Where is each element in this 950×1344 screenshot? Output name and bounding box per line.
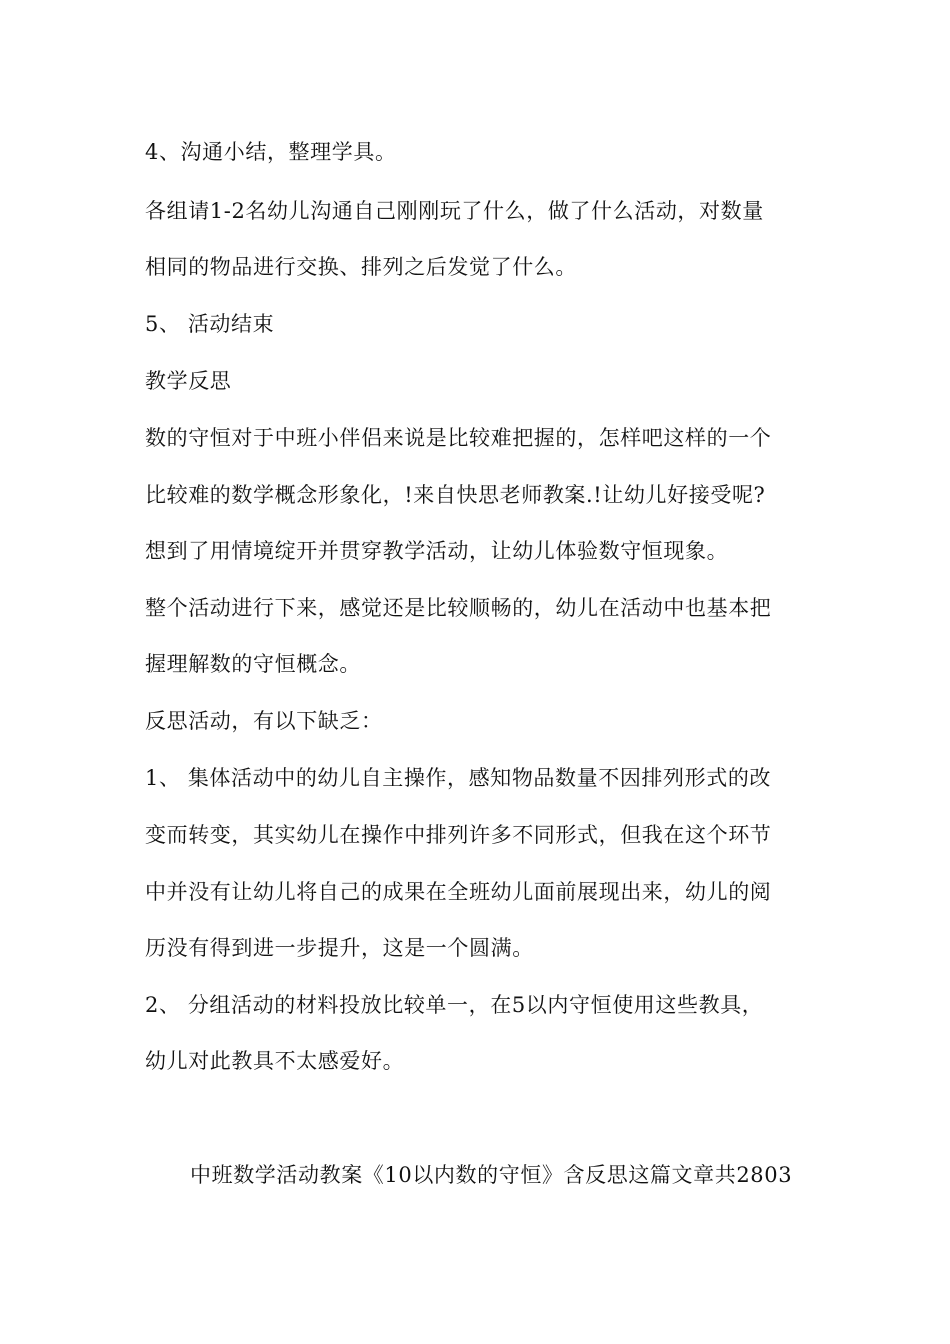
section-heading-reflection: 教学反思 xyxy=(145,369,232,393)
list-item-2-line: 幼儿对此教具不太感爱好。 xyxy=(145,1049,405,1073)
step-4-heading: 4、沟通小结，整理学具。 xyxy=(145,140,397,164)
list-item-1-line: 变而转变，其实幼儿在操作中排列许多不同形式，但我在这个环节 xyxy=(145,823,772,847)
paragraph-line: 整个活动进行下来，感觉还是比较顺畅的，幼儿在活动中也基本把 xyxy=(145,596,772,620)
paragraph-line: 相同的物品进行交换、排列之后发觉了什么。 xyxy=(145,255,577,279)
list-item-1-line: 历没有得到进一步提升，这是一个圆满。 xyxy=(145,936,534,960)
paragraph-line: 各组请1-2名幼儿沟通自己刚刚玩了什么，做了什么活动，对数量 xyxy=(145,199,764,223)
footer-note: 中班数学活动教案《10以内数的守恒》含反思这篇文章共2803 xyxy=(190,1163,793,1187)
paragraph-line: 握理解数的守恒概念。 xyxy=(145,652,361,676)
list-item-1-line: 1、 集体活动中的幼儿自主操作，感知物品数量不因排列形式的改 xyxy=(145,766,772,790)
paragraph-line: 反思活动，有以下缺乏： xyxy=(145,709,383,733)
paragraph-line: 比较难的数学概念形象化，!来自快思老师教案.!让幼儿好接受呢? xyxy=(145,483,766,507)
list-item-1-line: 中并没有让幼儿将自己的成果在全班幼儿面前展现出来，幼儿的阅 xyxy=(145,880,772,904)
list-item-2-line: 2、 分组活动的材料投放比较单一，在5以内守恒使用这些教具， xyxy=(145,993,764,1017)
step-5-heading: 5、 活动结束 xyxy=(145,312,275,336)
paragraph-line: 想到了用情境绽开并贯穿教学活动，让幼儿体验数守恒现象。 xyxy=(145,539,729,563)
paragraph-line: 数的守恒对于中班小伴侣来说是比较难把握的，怎样吧这样的一个 xyxy=(145,426,772,450)
